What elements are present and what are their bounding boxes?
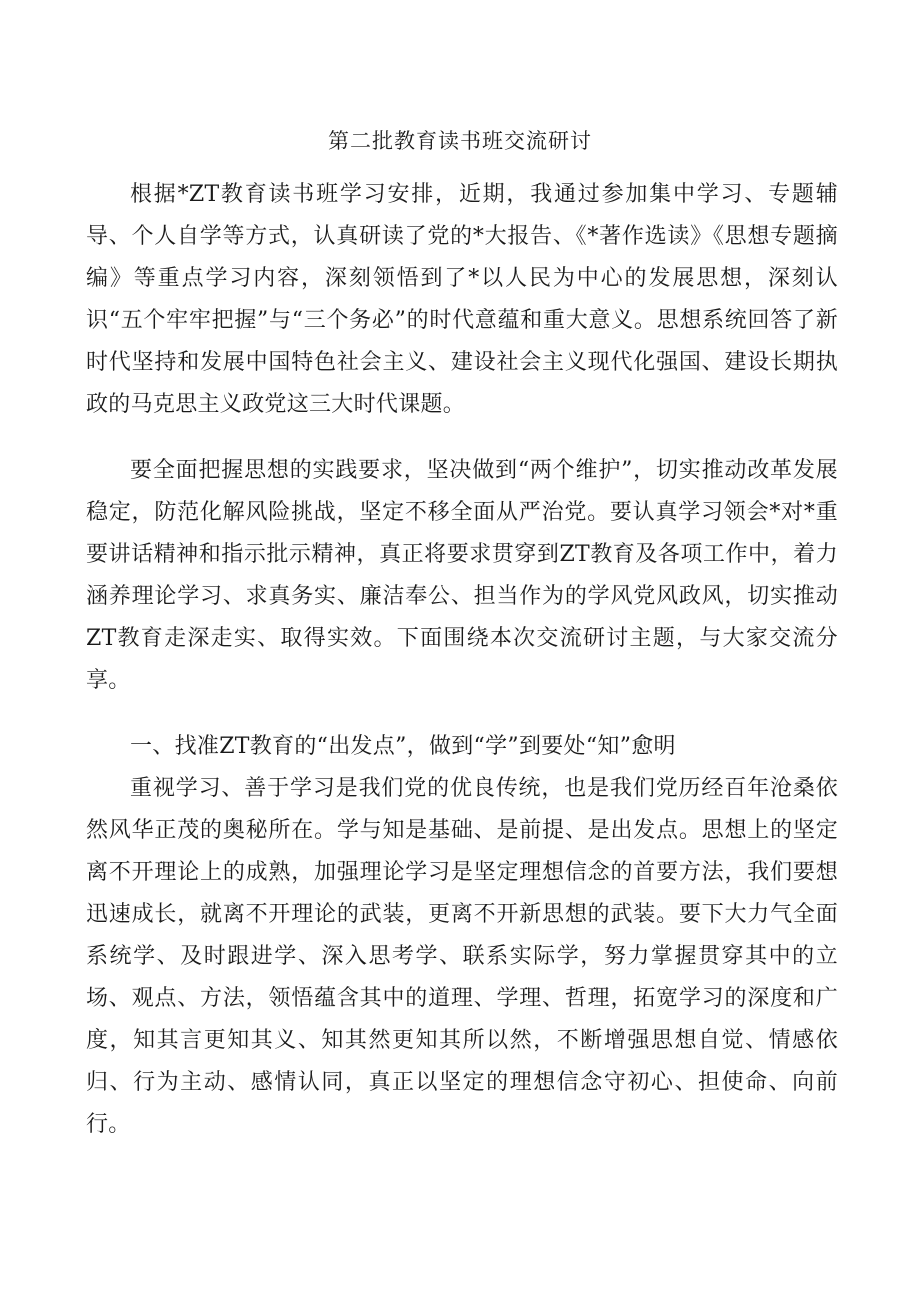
section-heading: 一、找准ZT教育的“出发点”，做到“学”到要处“知”愈明	[130, 734, 676, 759]
requirements-paragraph: 要全面把握思想的实践要求，坚决做到“两个维护”，切实推动改革发展稳定，防范化解风险挑战，坚定不移全面从严治党。要认真学习领会*对*重要讲话精神和指示批示精神，真正将要求贯穿到ZT教育及各项工作中，着力涵养理论学习、求真务实、廉洁奉公、担当作为的学风党风政风，切实推动ZT教育走深走实、取得实效。下面围绕本次交流研讨主题，与大家交流分享。	[86, 458, 838, 693]
document-body	[86, 174, 838, 1146]
document-title: 第二批教育读书班交流研讨	[328, 129, 592, 153]
intro-paragraph: 根据*ZT教育读书班学习安排，近期，我通过参加集中学习、专题辅导、个人自学等方式，认真研读了党的*大报告、《*著作选读》《思想专题摘编》等重点学习内容，深刻领悟到了*以人民为中心的发展思想，深刻认识“五个牢牢把握”与“三个务必”的时代意蕴和重大意义。思想系统回答了新时代坚持和发展中国特色社会主义、建设社会主义现代化强国、建设长期执政的马克思主义政党这三大时代课题。	[86, 182, 838, 417]
section-paragraph: 重视学习、善于学习是我们党的优良传统，也是我们党历经百年沧桑依然风华正茂的奥秘所在。学与知是基础、是前提、是出发点。思想上的坚定离不开理论上的成熟，加强理论学习是坚定理想信念的首要方法，我们要想迅速成长，就离不开理论的武装，更离不开新思想的武装。要下大力气全面系统学、及时跟进学、深入思考学、联系实际学，努力掌握贯穿其中的立场、观点、方法，领悟蕴含其中的道理、学理、哲理，拓宽学习的深度和广度，知其言更知其义、知其然更知其所以然，不断增强思想自觉、情感依归、行为主动、感情认同，真正以坚定的理想信念守初心、担使命、向前行。	[86, 776, 838, 1137]
